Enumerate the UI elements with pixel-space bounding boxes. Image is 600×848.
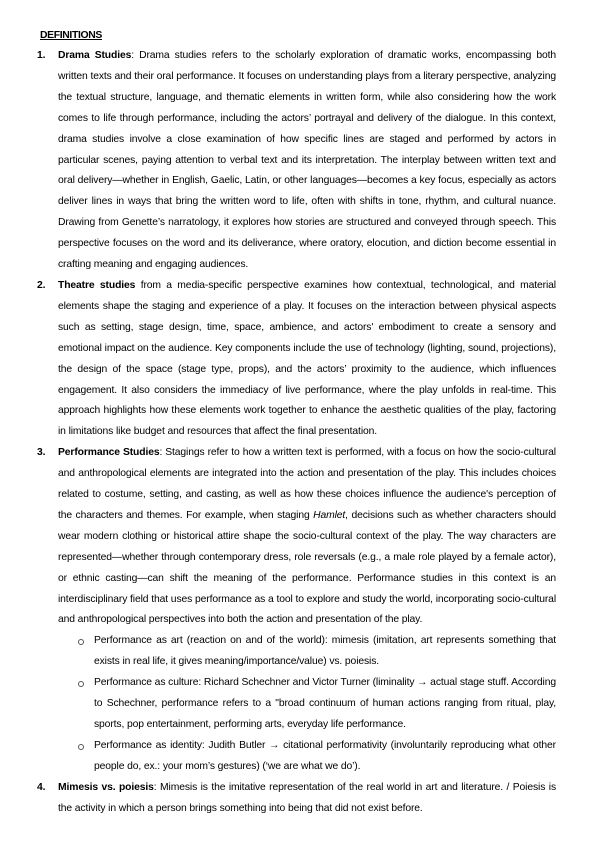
- definition-item-drama-studies: [0, 46, 556, 276]
- definition-term: Theatre studies: [58, 279, 136, 291]
- term-separator: :: [153, 781, 157, 793]
- sub-item-performance-as-identity: [0, 736, 556, 778]
- hollow-circle-bullet-icon: [78, 639, 84, 645]
- sub-item-text: Performance as art (reaction on and of the world): mimesis (imitation, art represents something that exists in real life, it gives meaning/importance/value) vs. poiesis.: [94, 635, 556, 668]
- term-separator: :: [131, 50, 134, 61]
- sub-item-performance-as-art: [0, 631, 556, 673]
- term-separator: :: [159, 447, 163, 459]
- page-heading: DEFINITIONS: [40, 30, 102, 41]
- definition-text: Stagings refer to how a written text is performed, with a focus on how the socio-cultural and anthropological elements are integrated into the action and presentation of the play. This includes choices related to costume, setting, and casting, as well as how these choices influence the audience's perception of the characters and themes. For example, when staging: [58, 447, 556, 521]
- definitions-list-continued: [0, 778, 600, 820]
- document-body: [0, 46, 600, 820]
- definition-text: Mimesis is the imitative representation of the real world in art and literature. / Poiesis is the activity in which a person brings something into being that did not exist before.: [58, 781, 556, 814]
- item-number: 1.: [37, 50, 46, 61]
- definition-text-continued: , decisions such as whether characters should wear modern clothing or historical attire shape the socio-cultural context of the play. The way characters are represented—whether through contemporary dress, role reversals (e.g., a male role played by a female actor), or ethnic casting—can shift the meaning of the performance. Performance studies in this context is an interdisciplinary field that uses performance as a tool to explore and study the world, incorporating socio-cultural and anthropological perspectives into both the action and presentation of the play.: [58, 509, 557, 626]
- item-number: 3.: [37, 447, 46, 459]
- definition-item-performance-studies: [0, 443, 556, 631]
- definition-term: Mimesis vs. poiesis: [58, 781, 154, 793]
- sub-item-text: Performance as culture: Richard Schechner and Victor Turner (liminality → actual stage stuff. According to Schechner, performance refers to a "broad continuum of human actions ranging from ritual, play, sports, pop entertainment, performing arts, everyday life performance.: [94, 677, 556, 730]
- definition-term: Performance Studies: [58, 447, 160, 459]
- definition-item-mimesis-vs-poiesis: [0, 778, 556, 820]
- hollow-circle-bullet-icon: [78, 681, 84, 687]
- hollow-circle-bullet-icon: [78, 744, 84, 750]
- definition-text: from a media-specific perspective examines how contextual, technological, and material elements shape the staging and experience of a play. It focuses on the interaction between physical aspects such as setting, stage design, time, space, ambience, and actors' embodiment to create a sensory and emotional impact on the audience. Key components include the use of technology (lighting, sound, projections), the design of the space (stage type, props), and the actors’ proximity to the audience, which influences engagement. It also considers the immediacy of live performance, where the play unfolds in real-time. This approach highlights how these elements work together to enhance the aesthetic qualities of the play, factoring in limitations like budget and resources that affect the final presentation.: [58, 279, 556, 438]
- item-number: 4.: [37, 781, 46, 793]
- definition-term: Drama Studies: [58, 50, 132, 61]
- sub-item-performance-as-culture: [0, 673, 556, 736]
- item-number: 2.: [37, 279, 46, 291]
- sub-item-text: Performance as identity: Judith Butler → citational performativity (involuntarily reproducing what other people do, ex.: your mom’s gestures) (‘we are what we do’).: [94, 739, 556, 772]
- definition-text: Drama studies refers to the scholarly exploration of dramatic works, encompassing both written texts and their oral performance. It focuses on understanding plays from a literary perspective, analyzing the textual structure, language, and thematic elements in written form, while also considering how the work comes to life through performance, including the actors’ portrayal and delivery of the dialogue. In this context, drama studies involve a close examination of how specific lines are staged and performed by actors in particular scenes, paying attention to verbal text and its interpretation. The interplay between written text and oral delivery—whether in English, Gaelic, Latin, or other languages—becomes a key focus, especially as actors deliver lines in ways that bring the written word to life, often with shifts in tone, rhythm, and cultural nuance. Drawing from Genette’s narratology, it explores how stories are structured and conveyed through speech. This perspective focuses on the word and its deliverance, where oratory, elocution, and diction become essential in crafting meaning and engaging audiences.: [58, 50, 556, 271]
- definitions-list: [0, 46, 600, 631]
- performance-sub-list: [0, 631, 600, 777]
- italic-title-hamlet: Hamlet: [313, 509, 346, 521]
- definition-item-theatre-studies: [0, 276, 556, 443]
